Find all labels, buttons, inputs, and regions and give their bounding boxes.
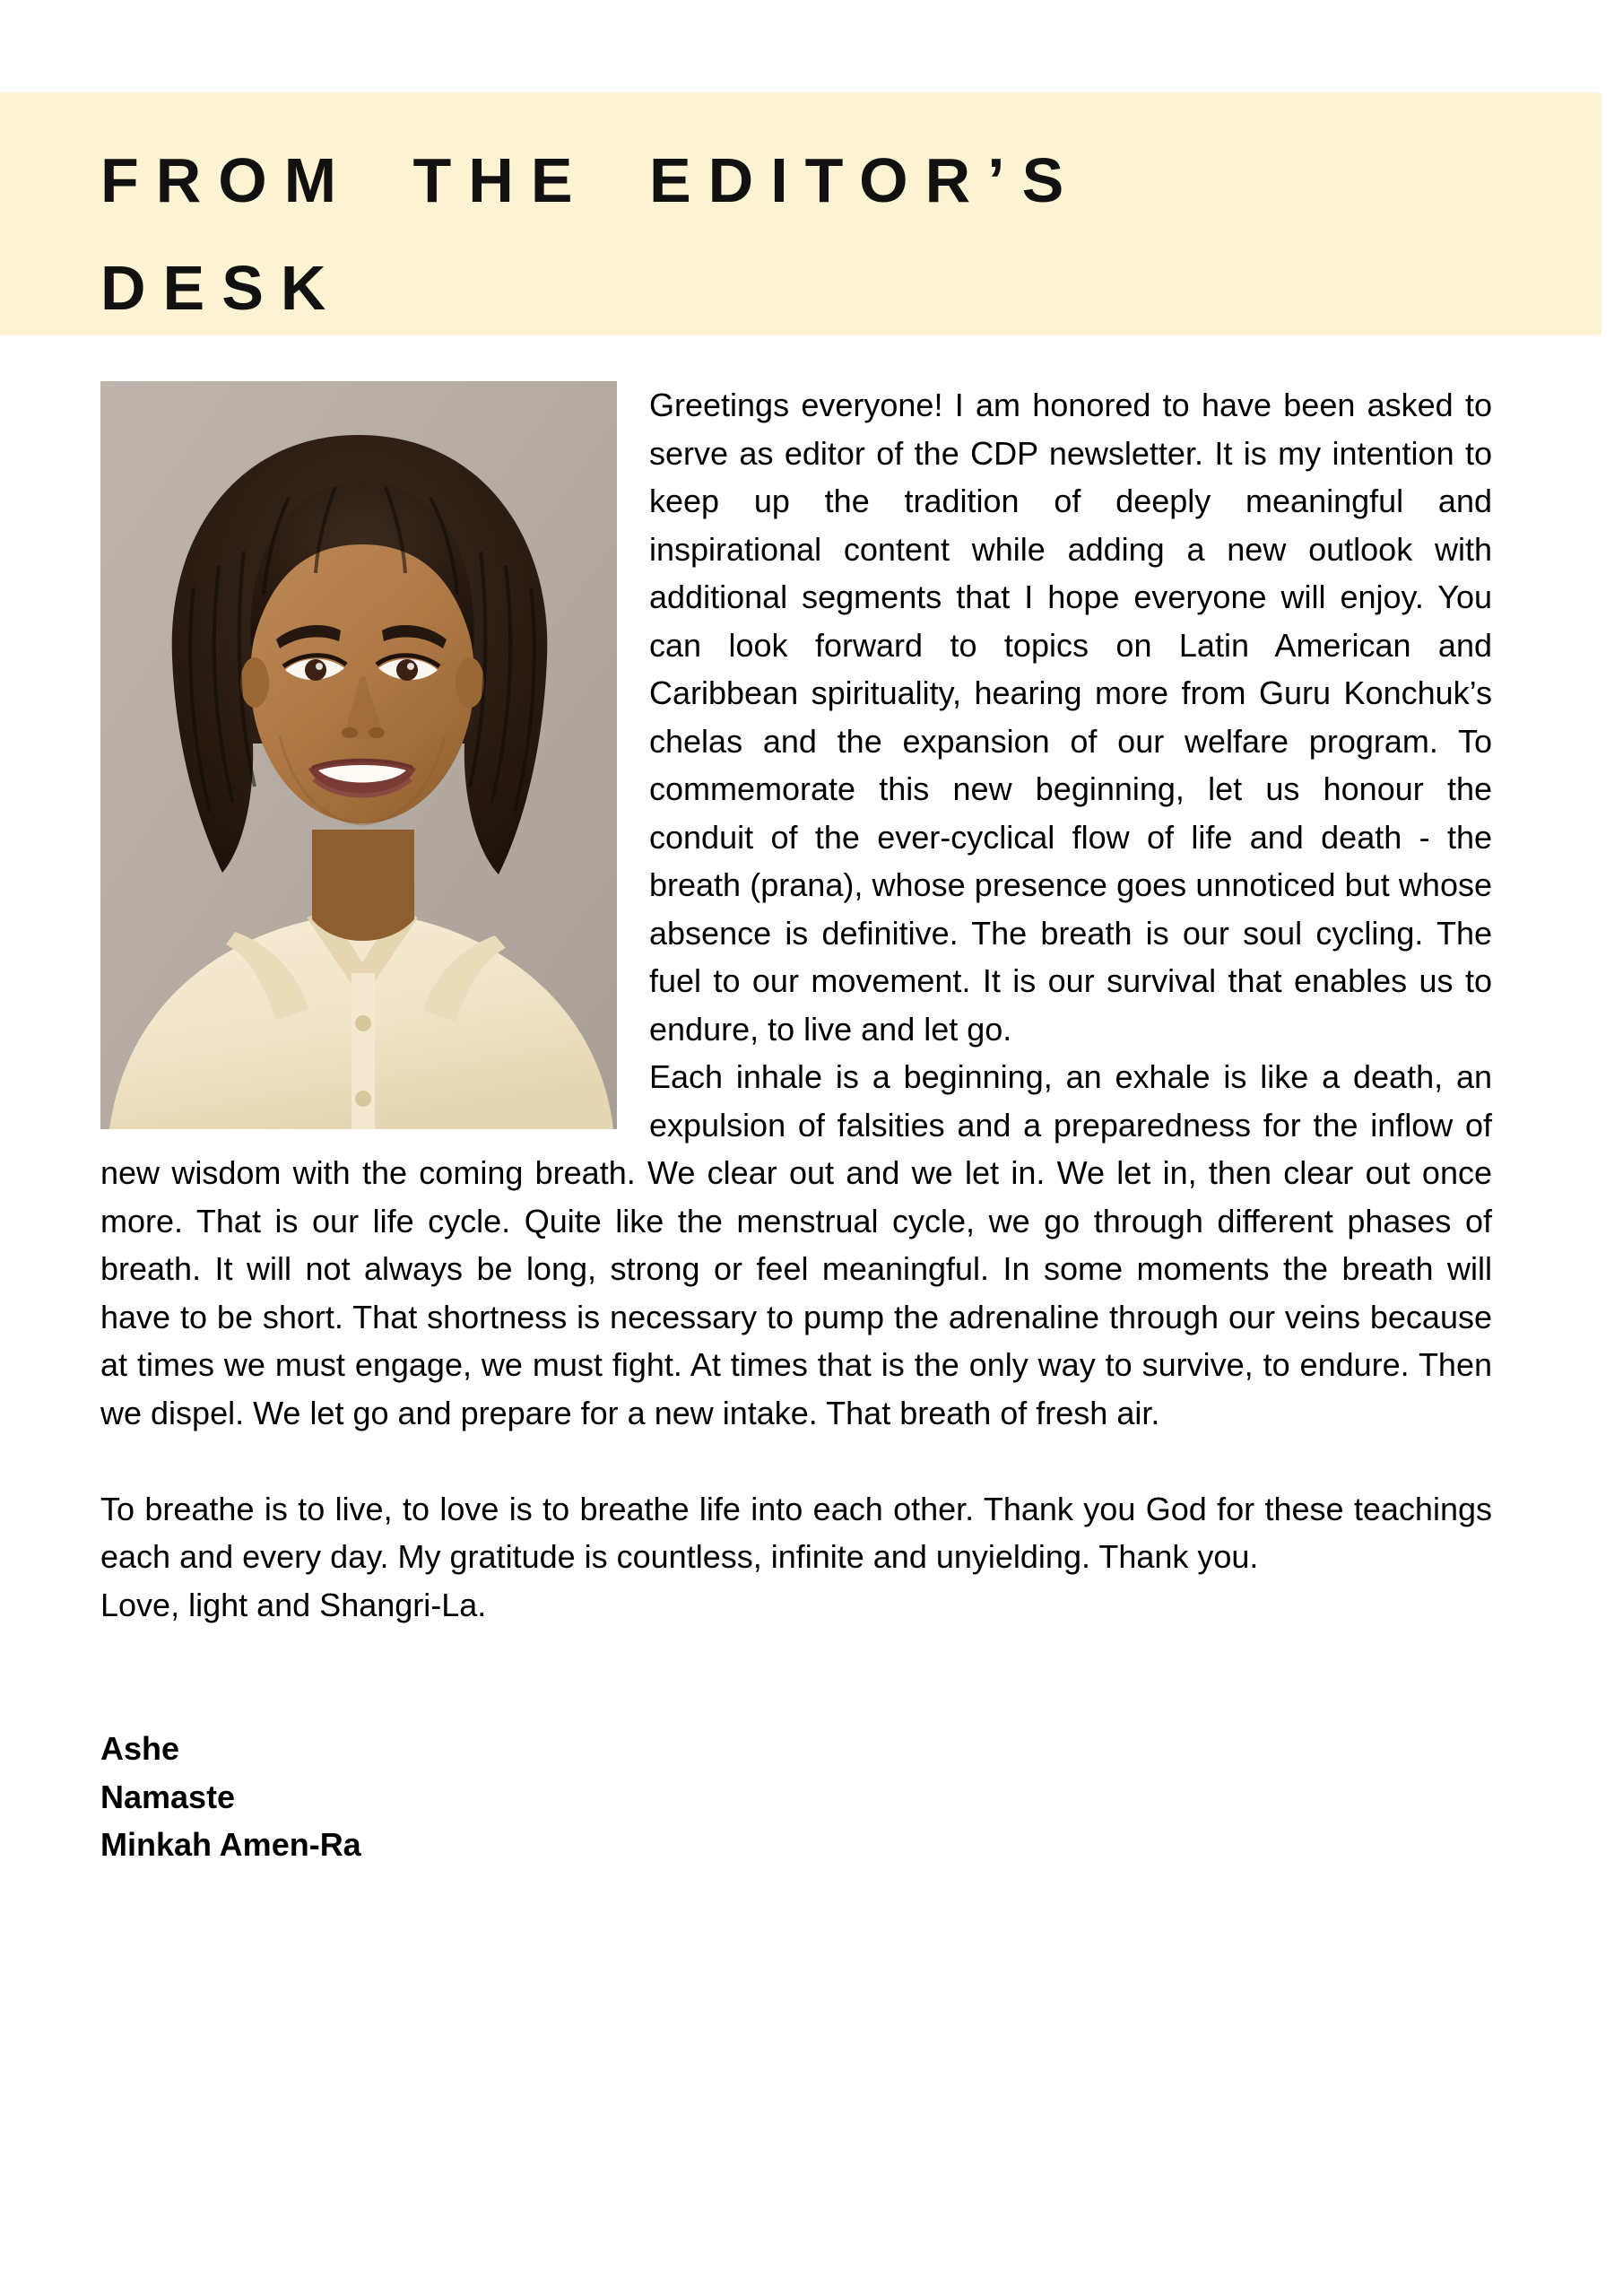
signature-line-ashe: Ashe	[100, 1730, 180, 1767]
page-title: FROM THE EDITOR’S DESK	[100, 145, 1081, 323]
article-paragraph-2: Each inhale is a beginning, an exhale is like a death, an expulsion of falsities and a preparedness for the inflow of new wisdom with the coming breath. We clear out and we let in. We let in, then clear out once more. That is our life cycle. Quite like the menstrual cycle, we go through different phases of breath. It will not always be long, strong or feel meaningful. In some moments the breath will have to be short. That shortness is necessary to pump the adrenaline through our veins because at times we must engage, we must fight. At times that is the only way to survive, to endure. Then we dispel. We let go and prepare for a new intake. That breath of fresh air.	[100, 1058, 1492, 1431]
article-content	[100, 381, 1492, 1869]
editor-portrait-photo	[100, 381, 617, 1129]
editor-signature-block	[100, 1629, 1492, 1869]
portrait-illustration	[100, 381, 617, 1129]
header-banner	[0, 92, 1601, 335]
article-closing-line: Love, light and Shangri-La.	[100, 1586, 487, 1623]
signature-line-name: Minkah Amen-Ra	[100, 1826, 361, 1863]
article-paragraph-1: Greetings everyone! I am honored to have been asked to serve as editor of the CDP newsletter. It is my intention to keep up the tradition of deeply meaningful and inspirational content while adding a new outlook with additional segments that I hope everyone will enjoy. You can look forward to topics on Latin American and Caribbean spirituality, hearing more from Guru Konchuk’s chelas and the expansion of our welfare program. To commemorate this new beginning, let us honour the conduit of the ever-cyclical flow of life and death - the breath (prana), whose presence goes unnoticed but whose absence is definitive. The breath is our soul cycling. The fuel to our movement. It is our survival that enables us to endure, to live and let go.	[649, 387, 1492, 1048]
article-paragraph-3: To breathe is to live, to love is to breathe life into each other. Thank you God for these teachings each and every day. My gratitude is countless, infinite and unyielding. Thank you.	[100, 1490, 1492, 1575]
signature-line-namaste: Namaste	[100, 1778, 236, 1815]
paragraph-spacer	[100, 1437, 1492, 1485]
